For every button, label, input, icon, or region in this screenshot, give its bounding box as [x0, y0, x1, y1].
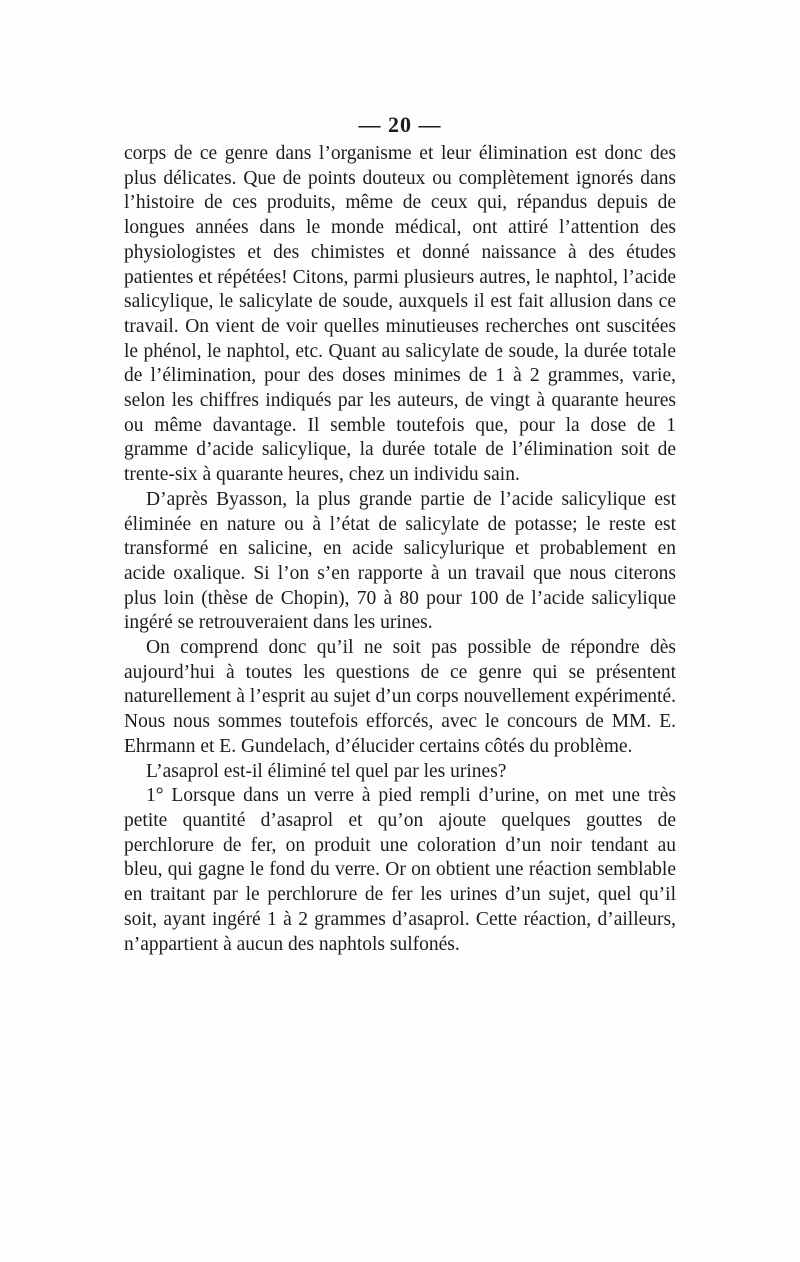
page-number: — 20 — [358, 112, 442, 137]
paragraph-5: 1° Lorsque dans un verre à pied rempli d’urine, on met une très petite quantité d’asaprol et qu’on ajoute quelques gouttes de perchlorure de fer, on produit une coloration d’un noir tendant au bleu, qui gagne le fond du verre. Or on obtient une réaction semblable en traitant par le perchlorure de fer les urines d’un sujet, quel qu’il soit, ayant ingéré 1 à 2 grammes d’asaprol. Cette réaction, d’ailleurs, n’appartient à aucun des naphtols sulfonés. [124, 785, 676, 955]
paragraph-2: D’après Byasson, la plus grande partie de l’acide salicylique est éliminée en nature ou à l’état de salicylate de potasse; le reste est transformé en salicine, en acide salicylurique et probablement en acide oxalique. Si l’on s’en rapporte à un travail que nous citerons plus loin (thèse de Chopin), 70 à 80 pour 100 de l’acide salicylique ingéré se retrouveraient dans les urines. [124, 488, 676, 634]
paragraph-1: corps de ce genre dans l’organisme et leur élimination est donc des plus délicates. Que de points douteux ou complètement ignorés dans l’histoire de ces produits, même de ceux qui, répandus depuis de longues années dans le monde médical, ont attiré l’attention des physiologistes et des chimistes et donné naissance à des études patientes et répétées! Citons, parmi plusieurs autres, le naphtol, l’acide salicylique, le salicylate de soude, auxquels il est fait allusion dans ce travail. On vient de voir quelles minutieuses recherches ont suscitées le phénol, le naphtol, etc. Quant au salicylate de soude, la durée totale de l’élimination, pour des doses minimes de 1 à 2 grammes, varie, selon les chiffres indiqués par les auteurs, de vingt à quarante heures ou même davantage. Il semble toutefois que, pour la dose de 1 gramme d’acide salicylique, la durée totale de l’élimination soit de trente-six à quarante heures, chez un individu sain. [124, 143, 676, 486]
body-text [124, 142, 676, 957]
paragraph-4: L’asaprol est-il éliminé tel quel par les urines? [146, 760, 507, 782]
paragraph-3: On comprend donc qu’il ne soit pas possible de répondre dès aujourd’hui à toutes les questions de ce genre qui se présentent naturellement à l’esprit au sujet d’un corps nouvellement expérimenté. Nous nous sommes toutefois efforcés, avec le concours de MM. E. Ehrmann et E. Gundelach, d’élucider certains côtés du problème. [124, 637, 676, 757]
